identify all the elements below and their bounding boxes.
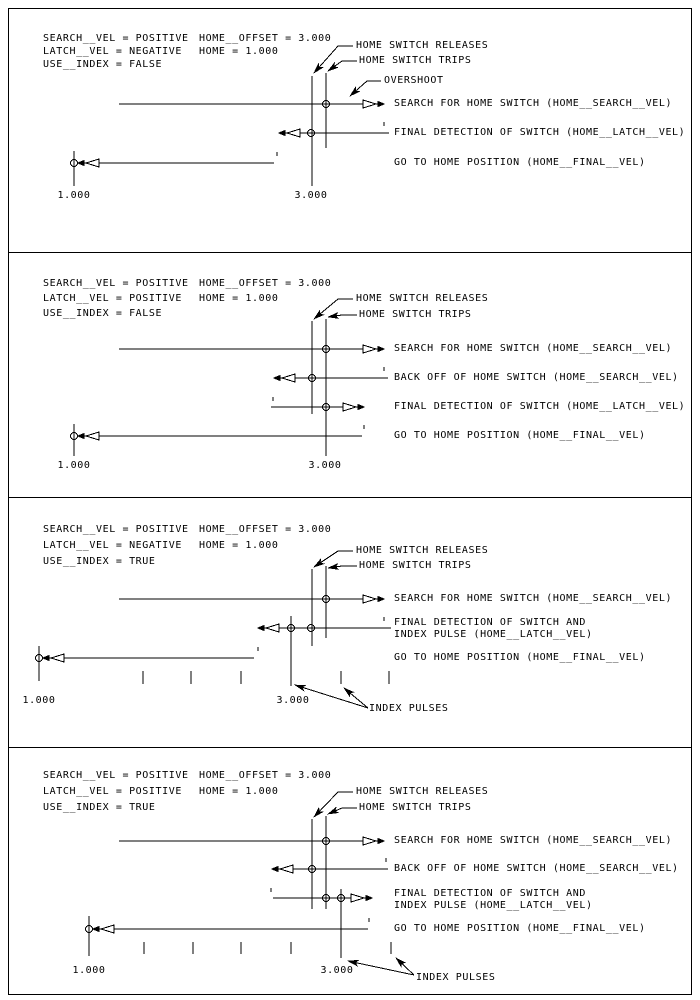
step-goto-label: GO TO HOME POSITION (HOME__FINAL__VEL) [394, 430, 646, 441]
callout-leader-lines [314, 46, 381, 96]
param-search-vel: SEARCH__VEL = POSITIVE [43, 278, 189, 289]
param-home: HOME = 1.000 [199, 540, 279, 551]
param-home-offset: HOME__OFFSET = 3.000 [199, 770, 332, 781]
index-pulse-ticks [143, 671, 389, 684]
step-final-label-line2: INDEX PULSE (HOME__LATCH__VEL) [394, 900, 593, 911]
panel-homing-sequence-1 [8, 8, 692, 255]
callout-overshoot: OVERSHOOT [384, 75, 444, 86]
callout-switch-releases: HOME SWITCH RELEASES [356, 786, 489, 797]
param-latch-vel: LATCH__VEL = POSITIVE [43, 293, 183, 304]
param-search-vel: SEARCH__VEL = POSITIVE [43, 524, 189, 535]
param-home: HOME = 1.000 [199, 293, 279, 304]
param-use-index: USE__INDEX = FALSE [43, 308, 163, 319]
step-goto-label: GO TO HOME POSITION (HOME__FINAL__VEL) [394, 923, 646, 934]
index-pulse-ticks [144, 942, 391, 954]
callout-switch-trips: HOME SWITCH TRIPS [359, 560, 472, 571]
param-home: HOME = 1.000 [199, 46, 279, 57]
search-motion-line [119, 595, 384, 603]
step-final-label: FINAL DETECTION OF SWITCH (HOME__LATCH__VEL) [394, 401, 686, 412]
param-home-offset: HOME__OFFSET = 3.000 [199, 33, 332, 44]
search-motion-line [119, 100, 384, 108]
step-final-label-line1: FINAL DETECTION OF SWITCH AND [394, 888, 586, 899]
backoff-motion-line [274, 367, 388, 382]
step-search-label: SEARCH FOR HOME SWITCH (HOME__SEARCH__VEL) [394, 593, 673, 604]
axis-home-value: 1.000 [57, 460, 91, 471]
param-latch-vel: LATCH__VEL = NEGATIVE [43, 46, 183, 57]
search-motion-line [119, 837, 384, 845]
param-use-index: USE__INDEX = TRUE [43, 802, 156, 813]
param-home-offset: HOME__OFFSET = 3.000 [199, 524, 332, 535]
backoff-motion-line [272, 858, 388, 873]
param-use-index: USE__INDEX = FALSE [43, 59, 163, 70]
goto-home-line [71, 424, 365, 456]
final-detection-line [279, 122, 389, 137]
param-use-index: USE__INDEX = TRUE [43, 556, 156, 567]
axis-offset-value: 3.000 [320, 965, 354, 976]
callout-switch-releases: HOME SWITCH RELEASES [356, 545, 489, 556]
param-search-vel: SEARCH__VEL = POSITIVE [43, 33, 189, 44]
axis-offset-value: 3.000 [308, 460, 342, 471]
param-latch-vel: LATCH__VEL = POSITIVE [43, 786, 183, 797]
index-pulse-leaders [348, 958, 414, 975]
param-latch-vel: LATCH__VEL = NEGATIVE [43, 540, 183, 551]
callout-index-pulses: INDEX PULSES [416, 972, 496, 983]
param-search-vel: SEARCH__VEL = POSITIVE [43, 770, 189, 781]
search-motion-line [119, 345, 384, 353]
step-final-label: FINAL DETECTION OF SWITCH (HOME__LATCH__VEL) [394, 127, 686, 138]
step-goto-label: GO TO HOME POSITION (HOME__FINAL__VEL) [394, 652, 646, 663]
panel-homing-sequence-2 [8, 252, 692, 500]
param-home-offset: HOME__OFFSET = 3.000 [199, 278, 332, 289]
panel-homing-sequence-3 [8, 497, 692, 750]
callout-leader-lines [314, 299, 357, 319]
axis-offset-value: 3.000 [294, 190, 328, 201]
goto-home-line [86, 916, 370, 956]
callout-leader-lines [314, 792, 357, 817]
step-search-label: SEARCH FOR HOME SWITCH (HOME__SEARCH__VEL) [394, 98, 673, 109]
final-detection-line [258, 617, 391, 632]
axis-home-value: 1.000 [22, 695, 56, 706]
final-detection-line [271, 397, 364, 411]
callout-switch-trips: HOME SWITCH TRIPS [359, 55, 472, 66]
switch-verticals [312, 319, 326, 456]
axis-offset-value: 3.000 [276, 695, 310, 706]
callout-index-pulses: INDEX PULSES [369, 703, 449, 714]
param-home: HOME = 1.000 [199, 786, 279, 797]
step-search-label: SEARCH FOR HOME SWITCH (HOME__SEARCH__VEL) [394, 343, 673, 354]
step-backoff-label: BACK OFF OF HOME SWITCH (HOME__SEARCH__VEL) [394, 863, 679, 874]
step-backoff-label: BACK OFF OF HOME SWITCH (HOME__SEARCH__VEL) [394, 372, 679, 383]
step-goto-label: GO TO HOME POSITION (HOME__FINAL__VEL) [394, 157, 646, 168]
switch-verticals [312, 566, 326, 646]
panel-homing-sequence-4 [8, 747, 692, 995]
callout-leader-lines [314, 551, 357, 568]
axis-home-value: 1.000 [57, 190, 91, 201]
step-search-label: SEARCH FOR HOME SWITCH (HOME__SEARCH__VEL) [394, 835, 673, 846]
callout-switch-trips: HOME SWITCH TRIPS [359, 309, 472, 320]
step-final-label-line1: FINAL DETECTION OF SWITCH AND [394, 617, 586, 628]
callout-switch-trips: HOME SWITCH TRIPS [359, 802, 472, 813]
goto-home-line [36, 646, 259, 681]
switch-verticals [312, 73, 326, 186]
goto-home-line [71, 151, 278, 186]
axis-home-value: 1.000 [72, 965, 106, 976]
step-final-label-line2: INDEX PULSE (HOME__LATCH__VEL) [394, 629, 593, 640]
callout-switch-releases: HOME SWITCH RELEASES [356, 40, 489, 51]
callout-switch-releases: HOME SWITCH RELEASES [356, 293, 489, 304]
final-detection-line [271, 888, 372, 902]
